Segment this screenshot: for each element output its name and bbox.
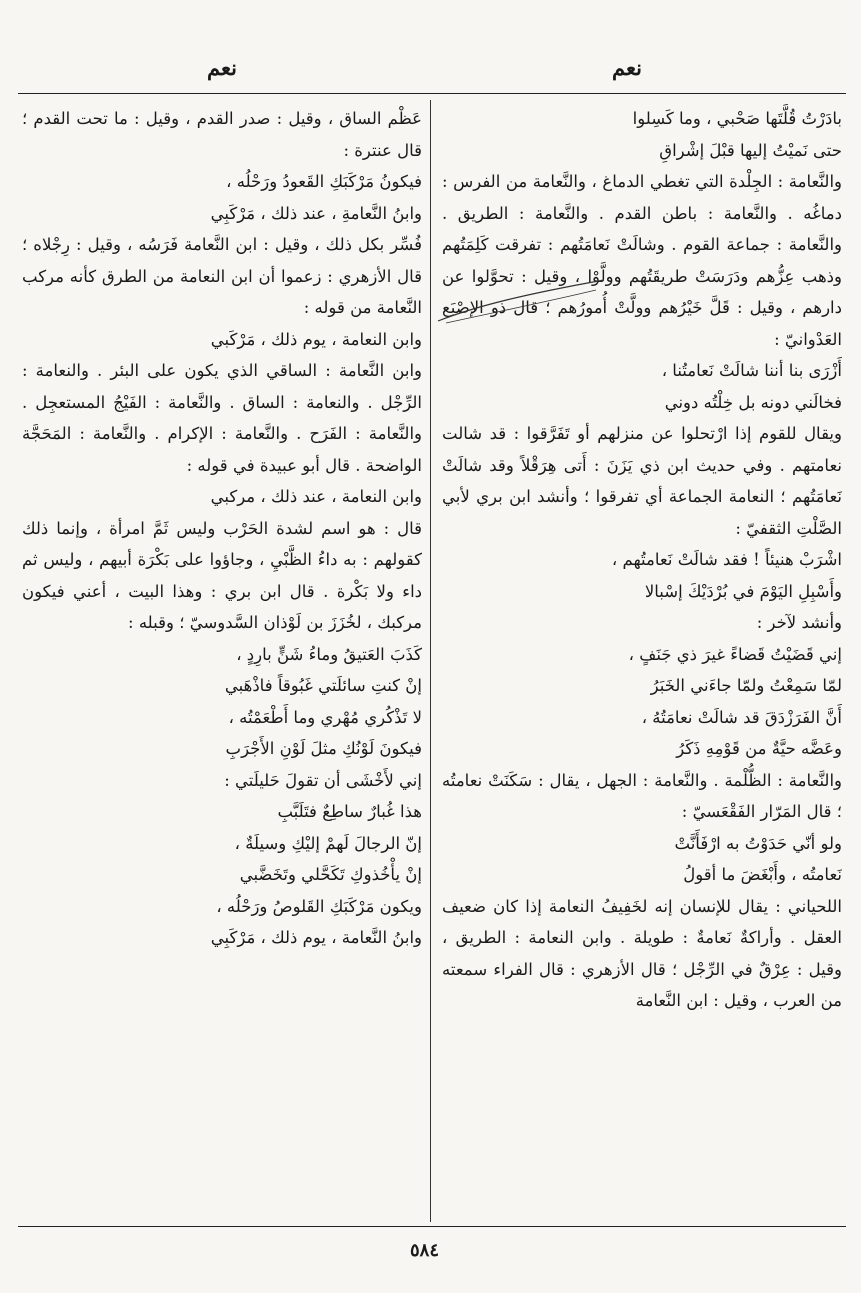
right-column-verse-line: نَعامتُه ، وأَبْغَضَ ما أقولُ xyxy=(683,865,842,884)
right-column-prose-paragraph: وأنشد لآخر : xyxy=(756,613,842,632)
right-column-prose-paragraph: ويقال للقوم إذا ارْتحلوا عن منزلهم أو تَفَرَّقوا : قد شالت نعامتهم . وفي حديث ابن ذي يَزَنَ : أَتى هِرَقْلاً وقد شالَتْ نَعامَتُهم ؛ النعامة الجماعة أي تفرقوا ؛ وأنشد ابن بري لأبي الصَّلْتِ الثقفيّ : xyxy=(442,424,842,538)
right-column-verse-line: لمّا سَمِعْتُ ولمّا جاءَني الخَبَرُ xyxy=(650,676,842,695)
left-column-verse-line: وابن النعامة ، يوم ذلك ، مَرْكَبي xyxy=(210,329,422,349)
left-column-verse-line: إنْ كنتِ سائلَتي غَبُوقاً فاذْهَبي xyxy=(224,676,422,695)
running-header-right: نعم xyxy=(612,55,642,80)
left-column-verse-line: لا تَذْكُري مُهْري وما أَطْعَمْتُه ، xyxy=(228,707,422,727)
left-column-verse-line: هذا غُبارٌ ساطِعٌ فتَلَبَّبِ xyxy=(277,802,422,821)
top-rule xyxy=(18,93,846,94)
left-column-verse-line: فيكونُ مَرْكَبَكِ القَعودُ ورَحْلُه ، xyxy=(226,172,422,191)
left-column-verse-line: وابنُ النَّعامةِ ، عند ذلك ، مَرْكَبِي xyxy=(210,203,422,223)
right-column-verse-line: إني قَضَيْتُ قَضاءً غيرَ ذي جَنَفٍ ، xyxy=(628,644,842,664)
left-column-verse-line: إنْ يأْخُذوكِ تَكَحَّلي وتَخَضَّبي xyxy=(239,865,422,884)
left-column-verse-line: كَذَبَ العَتيقُ وماءُ شَنٍّ بارِدٍ ، xyxy=(236,644,422,664)
running-header-left: نعم xyxy=(207,55,237,80)
left-column-verse-line: إني لأَخْشَى أن تقولَ حَليلَتي : xyxy=(224,770,422,790)
left-column-verse-line: وابنُ النَّعامة ، يوم ذلك ، مَرْكَبِي xyxy=(210,928,422,947)
right-column-prose-paragraph: اللحياني : يقال للإنسان إنه لخَفِيفُ النعامة إذا كان ضعيف العقل . وأراكةٌ نَعامةٌ : طويلة . وابن النعامة : الطريق ، وقيل : عِرْقٌ في الرِّجْل ؛ قال الأزهري : قال الفراء سمعته من العرب ، وقيل : ابن النَّعامة xyxy=(442,896,842,1010)
right-column-verse-line: حتى نَميْتُ إليها قبْلَ إشْراقِ xyxy=(659,140,842,160)
left-column-verse-line: إنّ الرجالَ لَهمْ إليْكِ وسيلَةٌ ، xyxy=(234,833,422,853)
left-column-verse-line: وابن النعامة ، عند ذلك ، مركبي xyxy=(210,487,422,506)
right-column-verse-line: ولو أنّي حَدَوْتُ به ارْفَأَنَّتْ xyxy=(674,833,842,853)
left-column-verse-line: ويكون مَرْكَبَكِ القَلوصُ ورَحْلُه ، xyxy=(216,896,422,916)
left-column-prose-paragraph: فُسِّر بكل ذلك ، وقيل : ابن النَّعامة فَرَسُه ، وقيل : رِجْلاه ؛ قال الأزهري : زعموا أن ابن النعامة من الطرق كأنه مركب النَّعامة من قوله : xyxy=(22,235,422,317)
right-column-verse-line: بادَرْتُ قُلَّتَها صَحْبي ، وما كَسِلوا xyxy=(632,109,842,128)
right-column-prose-paragraph: والنَّعامة : الجِلْدة التي تغطي الدماغ ، والنَّعامة من الفرس : دماغُه . والنَّعامة : باطن القدم . والنَّعامة : الطريق . والنَّعامة : جماعة القوم . وشالَتْ نَعامَتُهم : تفرقت كَلِمَتُهم وذهب عِزُّهم ودَرَسَتْ طريقَتُهم وولَّوْا ، وقيل : تحوَّلوا عن دارهم ، وقيل : قَلَّ خَيْرُهم وولَّتْ أُمورُهم ؛ قال ذو الإصْبَع العَدْوانيّ : xyxy=(442,172,842,349)
right-column-prose-paragraph: والنَّعامة : الظُّلْمة . والنَّعامة : الجهل ، يقال : سَكَنَتْ نعامتُه ؛ قال المَرّار الفَقْعَسيّ : xyxy=(442,770,842,821)
right-column-verse-line: وأَسْبِلِ اليَوْمَ في بُرْدَيْكَ إسْبالا xyxy=(644,581,842,601)
left-column-prose-paragraph: عَظْم الساق ، وقيل : صدر القدم ، وقيل : ما تحت القدم ؛ قال عنترة : xyxy=(22,109,422,160)
left-column-prose-paragraph: قال : هو اسم لشدة الحَرْب وليس ثَمَّ امرأة ، وإنما ذلك كقولهم : به داءُ الظَّبْيِ ، وجاؤوا على بَكْرَة أبيهم ، وليس ثم داء ولا بَكْرة . قال ابن بري : وهذا البيت ، أعني فيكون مركبك ، لخُزَزَ بن لَوْذان السَّدوسيّ ؛ وقبله : xyxy=(22,518,422,632)
right-column-verse-line: اشْرَبْ هنيئاً ! فقد شالَتْ نَعامتُهم ، xyxy=(611,550,842,569)
left-column-verse-line: فيكونَ لَوْنُكِ مثلَ لَوْنِ الأَجْرَبِ xyxy=(225,739,422,758)
left-column-prose-paragraph: وابن النَّعامة : الساقي الذي يكون على البئر . والنعامة : الرِّجْل . والنعامة : الساق . والنَّعامة : الفَيْجُ المستعجِل . والنَّعامة : الفَرَح . والنَّعامة : الإكرام . والنَّعامة : المَحَجَّة الواضحة . قال أبو عبيدة في قوله : xyxy=(22,361,422,475)
right-column-verse-line: أَزْرَى بنا أننا شالَتْ نَعامتُنا ، xyxy=(661,361,842,380)
right-column xyxy=(442,103,842,1221)
right-column-verse-line: وعَضَّه حيَّةٌ من قَوْمِهِ ذَكَرُ xyxy=(676,739,842,758)
right-column-verse-line: أَنَّ الفَرَزْدَقَ قد شالَتْ نعامَتُهُ ، xyxy=(641,707,842,727)
left-column xyxy=(22,103,422,1221)
right-column-verse-line: فخالَني دونه بل خِلْتُه دوني xyxy=(664,392,842,412)
page-number: ٥٨٤ xyxy=(410,1240,440,1261)
bottom-rule xyxy=(18,1226,846,1227)
column-divider xyxy=(430,100,431,1222)
